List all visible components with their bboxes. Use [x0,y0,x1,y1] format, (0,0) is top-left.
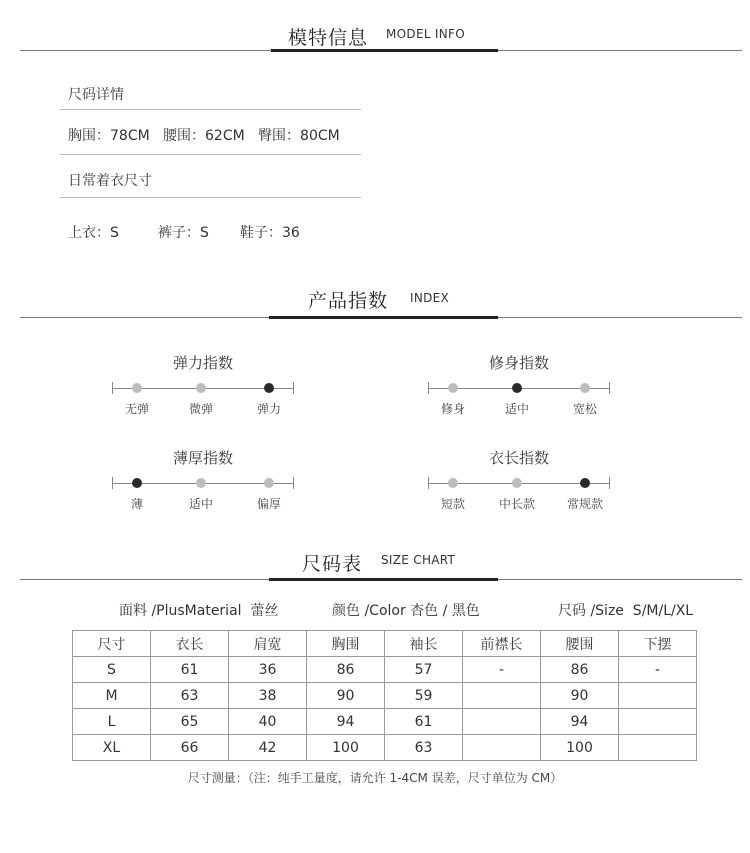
fit-index-title: 修身指数 [488,354,549,372]
scale-dot [580,383,590,393]
table-cell: 36 [229,657,307,683]
divider [60,197,361,198]
table-cell: 63 [151,683,229,709]
body-measurements: 胸围：78CM 腰围：62CM 臀围：80CM [68,128,340,144]
table-cell: 90 [541,683,619,709]
table-cell: 61 [385,709,463,735]
scale-dot [448,383,458,393]
table-cell: 63 [385,735,463,761]
table-cell: 38 [229,683,307,709]
thickness-scale [112,477,294,489]
table-header-cell: 腰围 [541,631,619,657]
scale-dot [448,478,458,488]
daily-top-size: 上衣：S [68,225,119,241]
header-underline [269,578,498,581]
table-row [73,735,697,761]
table-cell: S [73,657,151,683]
table-cell: 86 [307,657,385,683]
table-cell: 42 [229,735,307,761]
daily-pants-size: 裤子：S [158,225,209,241]
model-info-subtitle: MODEL INFO [386,27,465,41]
elasticity-index-title: 弹力指数 [172,354,233,372]
index-subtitle: INDEX [410,291,450,305]
table-cell: 59 [385,683,463,709]
table-cell: L [73,709,151,735]
scale-label: 弹力 [256,402,281,416]
scale-label: 薄 [130,497,143,511]
table-cell: 57 [385,657,463,683]
table-cell: 40 [229,709,307,735]
table-row [73,709,697,735]
scale-dot [196,478,206,488]
table-cell [463,683,541,709]
scale-dot [132,383,142,393]
table-cell [619,735,697,761]
table-cell: M [73,683,151,709]
header-underline [271,49,498,52]
scale-label: 无弹 [124,402,149,416]
scale-label: 宽松 [572,402,597,416]
index-title: 产品指数 [308,290,389,312]
model-info-title: 模特信息 [288,27,369,49]
table-cell: 94 [541,709,619,735]
table-header-cell: 尺寸 [73,631,151,657]
scale-label: 微弹 [188,402,213,416]
scale-label: 中长款 [498,497,535,511]
table-cell: 86 [541,657,619,683]
size-range-info: 尺码 /Size S/M/L/XL [558,603,694,619]
size-detail-title: 尺码详情 [68,87,124,103]
table-header-cell: 下摆 [619,631,697,657]
size-chart-title: 尺码表 [302,553,363,575]
divider [60,109,361,110]
table-row [73,657,697,683]
scale-dot-selected [512,383,522,393]
table-header-cell: 胸围 [307,631,385,657]
divider [60,154,361,155]
table-cell: 100 [307,735,385,761]
header-underline [269,316,498,319]
scale-label: 修身 [440,402,465,416]
daily-size-title: 日常着衣尺寸 [68,173,152,189]
length-index-title: 衣长指数 [488,449,549,467]
scale-dot [264,478,274,488]
table-cell: - [619,657,697,683]
table-header-row [73,631,697,657]
scale-dot-selected [580,478,590,488]
table-cell [619,683,697,709]
elasticity-scale [112,382,294,394]
scale-dot [196,383,206,393]
table-cell: - [463,657,541,683]
table-header-cell: 袖长 [385,631,463,657]
table-cell: 65 [151,709,229,735]
thickness-index-title: 薄厚指数 [172,449,233,467]
color-info: 颜色 /Color 杏色 / 黑色 [332,603,480,619]
table-cell: 90 [307,683,385,709]
fit-scale [428,382,610,394]
scale-label: 偏厚 [256,497,281,511]
scale-label: 常规款 [566,497,603,511]
measurement-note: 尺寸测量：（注：纯手工量度，请允许 1-4CM 误差，尺寸单位为 CM） [187,771,563,785]
table-header-cell: 衣长 [151,631,229,657]
table-cell: 61 [151,657,229,683]
table-header-cell: 前襟长 [463,631,541,657]
table-header-cell: 肩宽 [229,631,307,657]
fabric-info: 面料 /PlusMaterial 蕾丝 [119,603,279,619]
table-cell: 66 [151,735,229,761]
length-scale [428,477,610,489]
table-cell: 100 [541,735,619,761]
size-table [72,630,697,761]
scale-label: 适中 [188,497,213,511]
scale-label: 适中 [504,402,529,416]
table-cell [619,709,697,735]
scale-label: 短款 [440,497,465,511]
table-cell [463,735,541,761]
scale-dot-selected [264,383,274,393]
table-cell: 94 [307,709,385,735]
daily-shoe-size: 鞋子：36 [240,225,300,241]
scale-dot-selected [132,478,142,488]
scale-dot [512,478,522,488]
table-cell [463,709,541,735]
table-row [73,683,697,709]
size-chart-subtitle: SIZE CHART [381,553,456,567]
table-cell: XL [73,735,151,761]
